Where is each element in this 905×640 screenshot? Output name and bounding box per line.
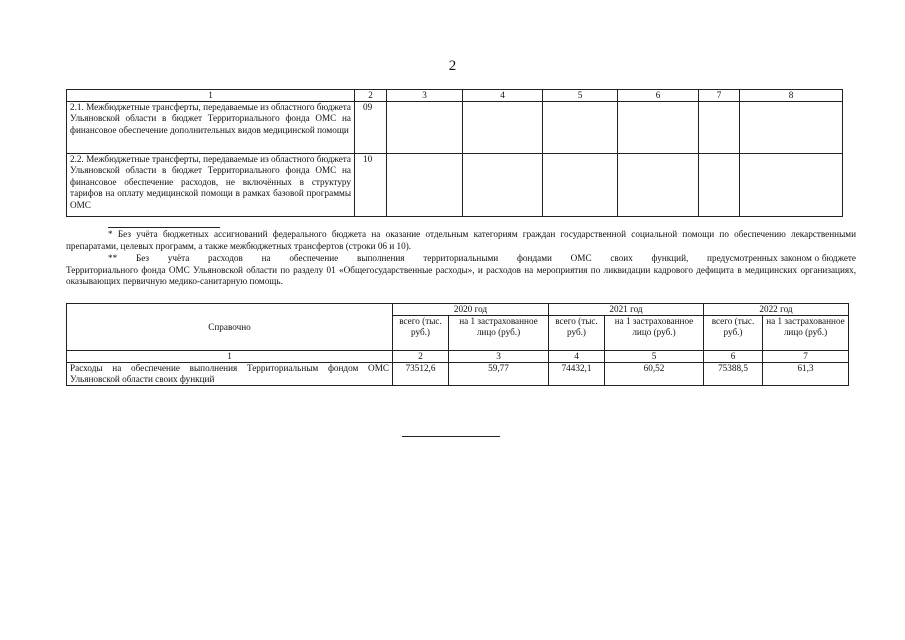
row-code: 10 bbox=[355, 154, 387, 217]
empty-cell bbox=[543, 102, 618, 154]
table-header-row bbox=[67, 90, 843, 102]
column-number: 7 bbox=[763, 351, 849, 363]
subheader-total: всего (тыс. руб.) bbox=[393, 316, 449, 351]
value-2020-total: 73512,6 bbox=[393, 363, 449, 386]
row-code: 09 bbox=[355, 102, 387, 154]
empty-cell bbox=[543, 154, 618, 217]
subheader-per-person: на 1 застрахованное лицо (руб.) bbox=[763, 316, 849, 351]
column-number: 4 bbox=[549, 351, 605, 363]
value-2022-total: 75388,5 bbox=[704, 363, 763, 386]
column-number: 8 bbox=[740, 90, 843, 102]
empty-cell bbox=[387, 102, 463, 154]
empty-cell bbox=[618, 102, 699, 154]
year-header: 2021 год bbox=[549, 304, 704, 316]
column-number: 2 bbox=[393, 351, 449, 363]
column-number: 7 bbox=[699, 90, 740, 102]
ref-label-header: Справочно bbox=[67, 304, 393, 351]
ref-data-row bbox=[67, 363, 849, 386]
value-2021-total: 74432,1 bbox=[549, 363, 605, 386]
end-separator bbox=[402, 436, 500, 437]
column-number: 1 bbox=[67, 351, 393, 363]
column-number: 5 bbox=[543, 90, 618, 102]
subheader-total: всего (тыс. руб.) bbox=[549, 316, 605, 351]
year-header: 2020 год bbox=[393, 304, 549, 316]
empty-cell bbox=[387, 154, 463, 217]
footnote-separator bbox=[108, 227, 220, 228]
value-2022-per-person: 61,3 bbox=[763, 363, 849, 386]
column-number: 3 bbox=[449, 351, 549, 363]
reference-table bbox=[66, 303, 849, 386]
empty-cell bbox=[699, 102, 740, 154]
year-header: 2022 год bbox=[704, 304, 849, 316]
empty-cell bbox=[699, 154, 740, 217]
ref-number-row bbox=[67, 351, 849, 363]
table-row bbox=[67, 102, 843, 154]
page-number: 2 bbox=[448, 58, 457, 74]
ref-header-row bbox=[67, 304, 849, 316]
column-number: 4 bbox=[463, 90, 543, 102]
footnote-2-tail: законом о бюджете Территориального фонда ОМС Ульяновской области по разделу 01 «Общегосударственные расходы», и расходов на мероприятия по ликвидации кадрового дефицита в медицинских организациях, оказывающих первичную медико-санитарную помощь. bbox=[66, 253, 856, 287]
subheader-per-person: на 1 застрахованное лицо (руб.) bbox=[605, 316, 704, 351]
column-number: 6 bbox=[704, 351, 763, 363]
row-description: 2.1. Межбюджетные трансферты, передаваемые из областного бюджета Ульяновской области в бюджет Территориального фонда ОМС на финансовое обеспечение дополнительных видов медицинской помощи bbox=[67, 102, 355, 154]
main-table bbox=[66, 89, 843, 217]
empty-cell bbox=[618, 154, 699, 217]
column-number: 5 bbox=[605, 351, 704, 363]
empty-cell bbox=[740, 154, 843, 217]
empty-cell bbox=[463, 154, 543, 217]
value-2020-per-person: 59,77 bbox=[449, 363, 549, 386]
empty-cell bbox=[740, 102, 843, 154]
footnote-2 bbox=[66, 253, 856, 288]
table-row bbox=[67, 154, 843, 217]
column-number: 6 bbox=[618, 90, 699, 102]
column-number: 1 bbox=[67, 90, 355, 102]
empty-cell bbox=[463, 102, 543, 154]
subheader-total: всего (тыс. руб.) bbox=[704, 316, 763, 351]
row-description: 2.2. Межбюджетные трансферты, передаваемые из областного бюджета Ульяновской области в бюджет Территориального фонда ОМС на финансовое обеспечение расходов, не включённых в структуру тарифов на оплату медицинской помощи в рамках базовой программы ОМС bbox=[67, 154, 355, 217]
subheader-per-person: на 1 застрахованное лицо (руб.) bbox=[449, 316, 549, 351]
ref-row-label: Расходы на обеспечение выполнения Территориальным фондом ОМС Ульяновской области своих функций bbox=[67, 363, 393, 386]
column-number: 2 bbox=[355, 90, 387, 102]
value-2021-per-person: 60,52 bbox=[605, 363, 704, 386]
footnote-1: * Без учёта бюджетных ассигнований федерального бюджета на оказание отдельным категориям граждан государственной социальной помощи по обеспечению лекарственными препаратами, целевых программ, а также межбюджетных трансфертов (строки 06 и 10). bbox=[66, 229, 856, 251]
footnote-2-head: ** Без учёта расходов на обеспечение выполнения территориальными фондами ОМС своих функций, предусмотренных bbox=[108, 253, 778, 263]
column-number: 3 bbox=[387, 90, 463, 102]
